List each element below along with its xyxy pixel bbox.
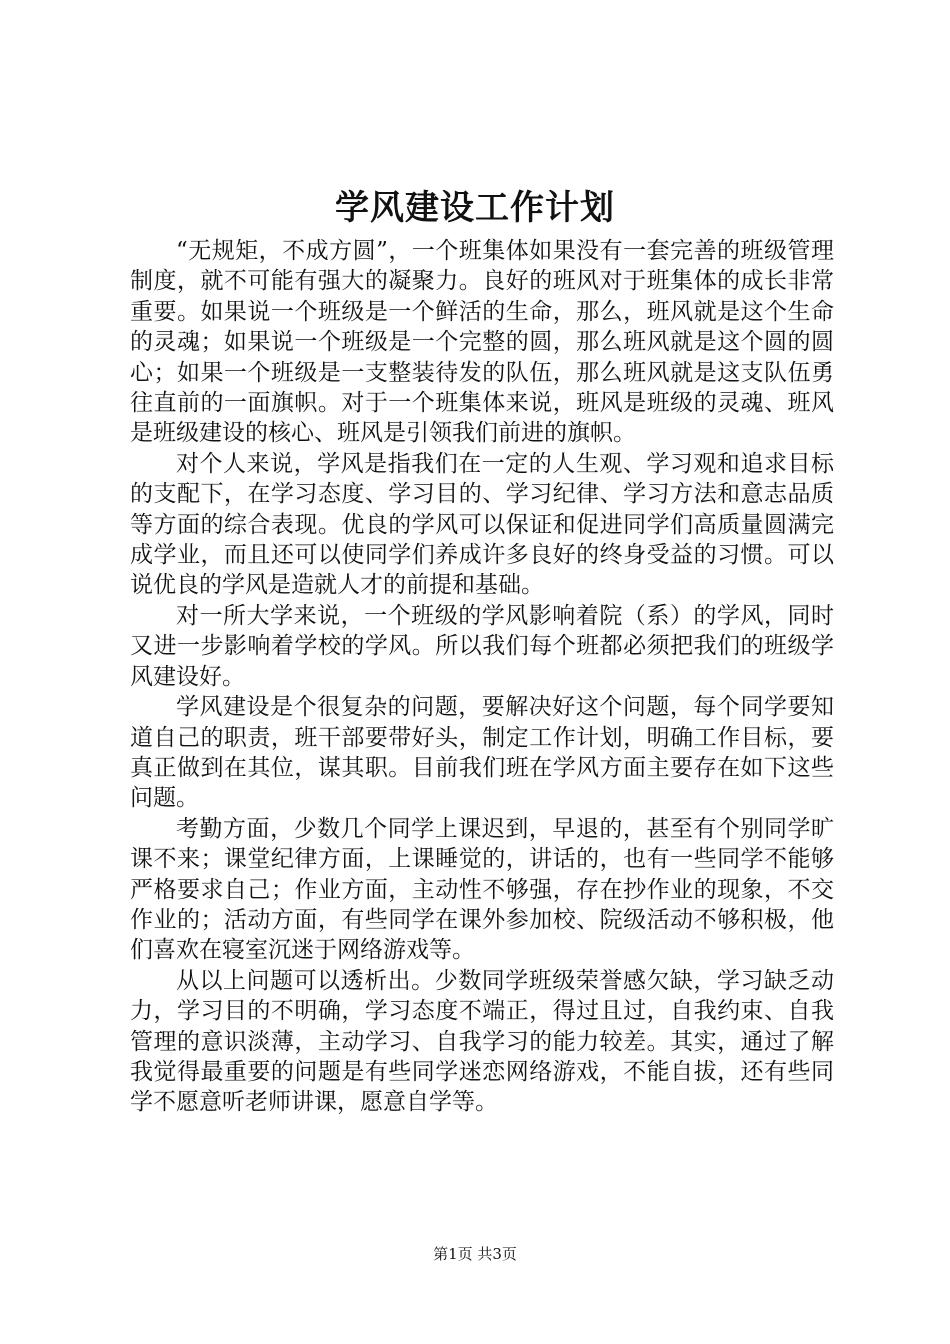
page-footer: 第1页 共3页 xyxy=(433,1245,517,1263)
paragraph: 对个人来说，学风是指我们在一定的人生观、学习观和追求目标的支配下，在学习态度、学习目的、学习纪律、学习方法和意志品质等方面的综合表现。优良的学风可以保证和促进同学们高质量圆满完成学业，而且还可以使同学们养成许多良好的终身受益的习惯。可以说优良的学风是造就人才的前提和基础。 xyxy=(130,450,834,599)
paragraph: 考勤方面，少数几个同学上课迟到，早退的，甚至有个别同学旷课不来；课堂纪律方面，上课睡觉的，讲话的，也有一些同学不能够严格要求自己；作业方面，主动性不够强，存在抄作业的现象，不交作业的；活动方面，有些同学在课外参加校、院级活动不够积极，他们喜欢在寝室沉迷于网络游戏等。 xyxy=(130,815,834,964)
document-title: 学风建设工作计划 xyxy=(335,188,615,228)
document-body xyxy=(130,236,834,1118)
paragraph: 从以上问题可以透析出。少数同学班级荣誉感欠缺，学习缺乏动力，学习目的不明确，学习态度不端正，得过且过，自我约束、自我管理的意识淡薄，主动学习、自我学习的能力较差。其实，通过了解我觉得最重要的问题是有些同学迷恋网络游戏，不能自拔，还有些同学不愿意听老师讲课，愿意自学等。 xyxy=(130,967,834,1116)
paragraph: 对一所大学来说，一个班级的学风影响着院（系）的学风，同时又进一步影响着学校的学风。所以我们每个班都必须把我们的班级学风建设好。 xyxy=(130,602,834,690)
paragraph: 学风建设是个很复杂的问题，要解决好这个问题，每个同学要知道自己的职责，班干部要带好头，制定工作计划，明确工作目标，要真正做到在其位，谋其职。目前我们班在学风方面主要存在如下这些问题。 xyxy=(130,694,834,812)
paragraph: “无规矩，不成方圆”，一个班集体如果没有一套完善的班级管理制度，就不可能有强大的凝聚力。良好的班风对于班集体的成长非常重要。如果说一个班级是一个鲜活的生命，那么，班风就是这个生命的灵魂；如果说一个班级是一个完整的圆，那么班风就是这个圆的圆心；如果一个班级是一支整装待发的队伍，那么班风就是这支队伍勇往直前的一面旗帜。对于一个班集体来说，班风是班级的灵魂、班风是班级建设的核心、班风是引领我们前进的旗帜。 xyxy=(130,238,834,447)
